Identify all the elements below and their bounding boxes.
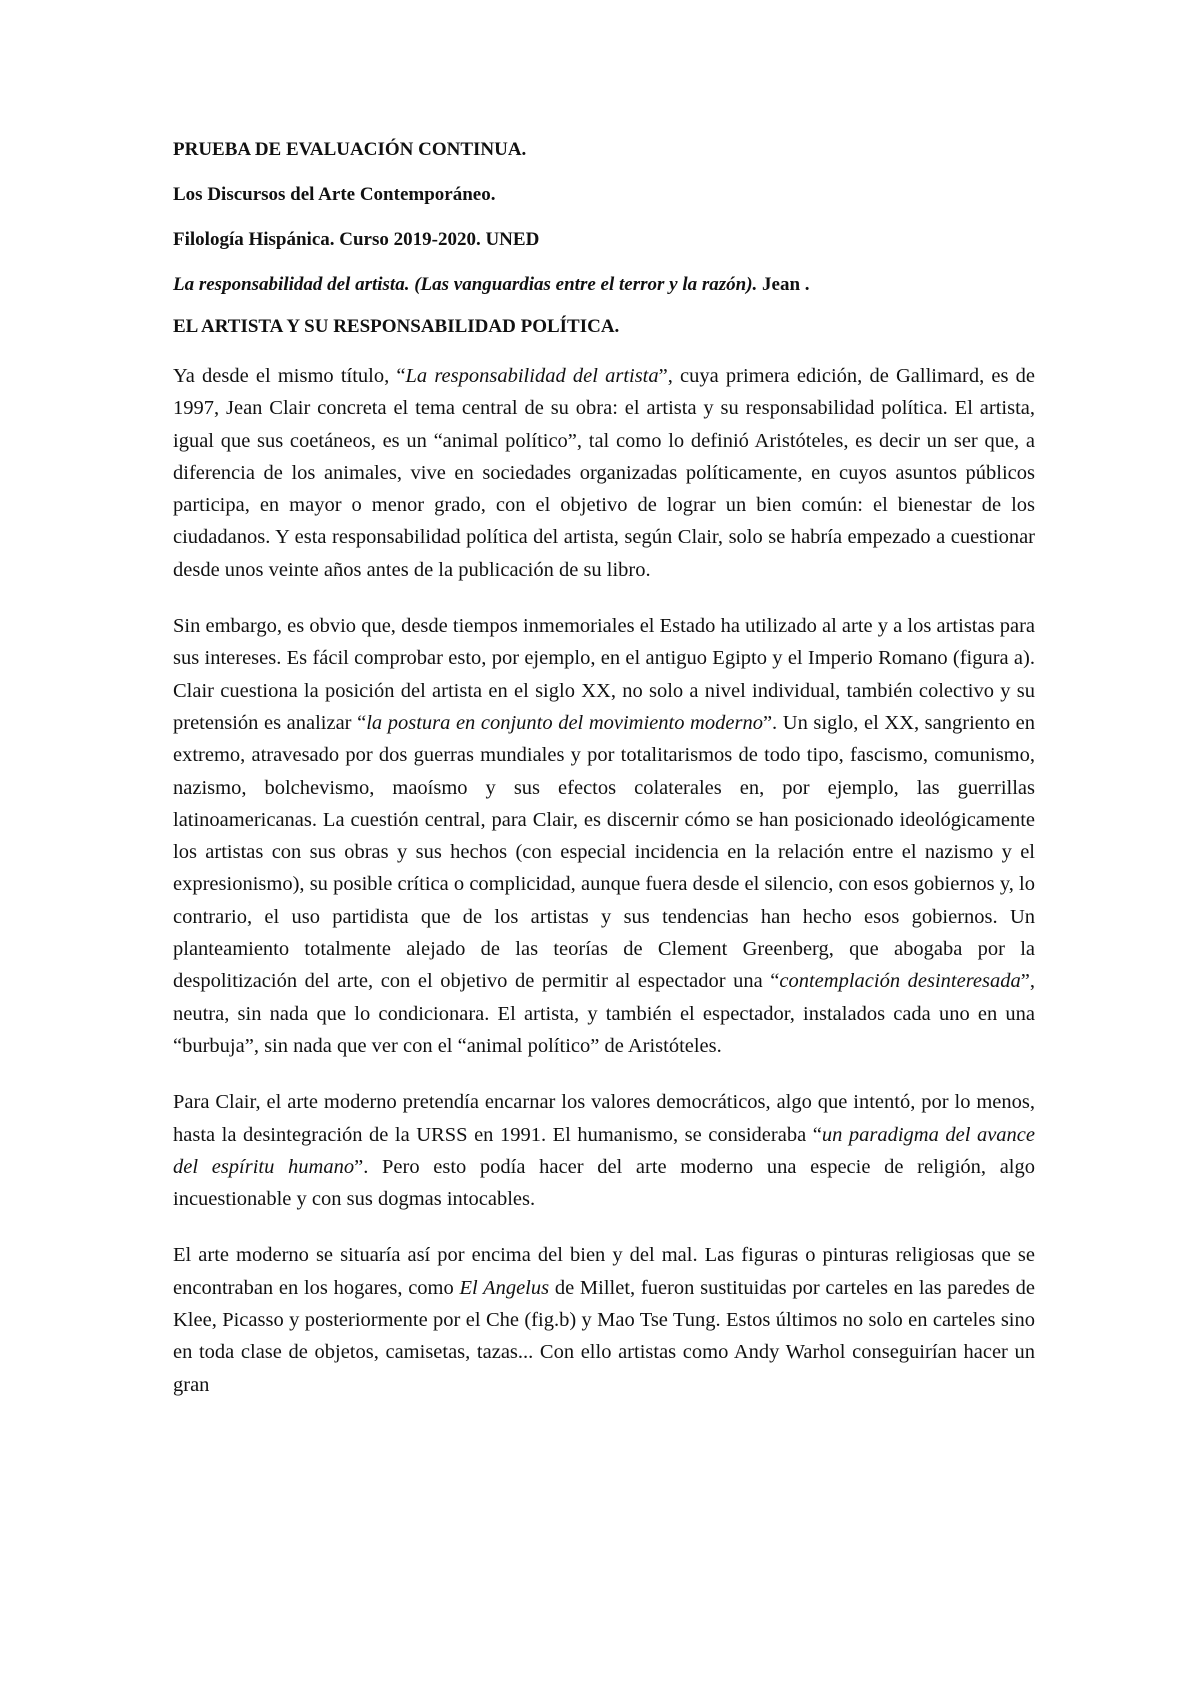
- paragraph-2: [173, 610, 1035, 1062]
- paragraph-text: ”. Un siglo, el XX, sangriento en extremo, atravesado por dos guerras mundiales y por totalitarismos de todo tipo, fascismo, comunismo, nazismo, bolchevismo, maoísmo y sus efectos colaterales en, por ejemplo, las guerrillas latinoamericanas. La cuestión central, para Clair, es discernir cómo se han posicionado ideológicamente los artistas con sus obras y sus hechos (con especial incidencia en la relación entre el nazismo y el expresionismo), su posible crítica o complicidad, aunque fuera desde el silencio, con esos gobiernos y, lo contrario, el uso partidista que de los artistas y sus tendencias han hecho esos gobiernos. Un planteamiento totalmente alejado de las teorías de Clement Greenberg, que abogaba por la despolitización del arte, con el objetivo de permitir al espectador una “: [173, 711, 1035, 993]
- paragraph-text: Sin embargo, es obvio que, desde tiempos inmemoriales el Estado ha utilizado al arte y a los artistas para sus intereses. Es fácil comprobar esto, por ejemplo, en el antiguo Egipto y el Imperio Romano (figura a). Clair cuestiona la posición del artista en el siglo XX, no solo a nivel individual, también colectivo y su pretensión es analizar “: [173, 615, 1035, 734]
- quotation: un paradigma del avance del espíritu humano: [173, 1123, 1035, 1178]
- test-title: PRUEBA DE EVALUACIÓN CONTINUA.: [173, 139, 527, 160]
- section-title: EL ARTISTA Y SU RESPONSABILIDAD POLÍTICA.: [173, 316, 620, 337]
- document-page: [173, 138, 1035, 1425]
- course-name: Los Discursos del Arte Contemporáneo.: [173, 184, 496, 205]
- paragraph-text: El arte moderno se situaría así por encima del bien y del mal. Las figuras o pinturas religiosas que se encontraban en los hogares, como: [173, 1244, 1035, 1299]
- paragraph-text: ”, cuya primera edición, de Gallimard, es de 1997, Jean Clair concreta el tema central de su obra: el artista y su responsabilidad política. El artista, igual que sus coetáneos, es un “animal político”, tal como lo definió Aristóteles, es decir un ser que, a diferencia de los animales, vive en sociedades organizadas políticamente, en cuyos asuntos públicos participa, en mayor o menor grado, con el objetivo de lograr un bien común: el bienestar de los ciudadanos. Y esta responsabilidad política del artista, según Clair, solo se habría empezado a cuestionar desde unos veinte años antes de la publicación de su libro.: [173, 365, 1035, 581]
- program-line: Filología Hispánica. Curso 2019-2020. UNED: [173, 229, 540, 250]
- paragraph-3: [173, 1086, 1035, 1215]
- quotation: la postura en conjunto del movimiento moderno: [366, 711, 763, 734]
- quoted-title: La responsabilidad del artista: [405, 365, 659, 387]
- book-author: Jean .: [757, 274, 810, 295]
- paragraph-4: [173, 1239, 1035, 1400]
- paragraph-text: ”, neutra, sin nada que lo condicionara. El artista, y también el espectador, instalados cada uno en una “burbuja”, sin nada que ver con el “animal político” de Aristóteles.: [173, 970, 1035, 1057]
- paragraph-1: [173, 360, 1035, 586]
- artwork-title: El Angelus: [459, 1276, 550, 1299]
- paragraph-text: Ya desde el mismo título, “: [173, 365, 406, 387]
- paragraph-text: de Millet, fueron sustituidas por carteles en las paredes de Klee, Picasso y posteriormente por el Che (fig.b) y Mao Tse Tung. Estos últimos no solo en carteles sino en toda clase de objetos, camisetas, tazas... Con ello artistas como Andy Warhol conseguirían hacer un gran: [173, 1276, 1035, 1396]
- book-reference: [173, 273, 1035, 297]
- paragraph-text: ”. Pero esto podía hacer del arte moderno una especie de religión, algo incuestionable y con sus dogmas intocables.: [173, 1155, 1035, 1211]
- quotation: contemplación desinteresada: [779, 970, 1021, 993]
- paragraph-text: Para Clair, el arte moderno pretendía encarnar los valores democráticos, algo que intentó, por lo menos, hasta la desintegración de la URSS en 1991. El humanismo, se consideraba “: [173, 1091, 1035, 1146]
- book-title: La responsabilidad del artista. (Las vanguardias entre el terror y la razón).: [173, 274, 758, 295]
